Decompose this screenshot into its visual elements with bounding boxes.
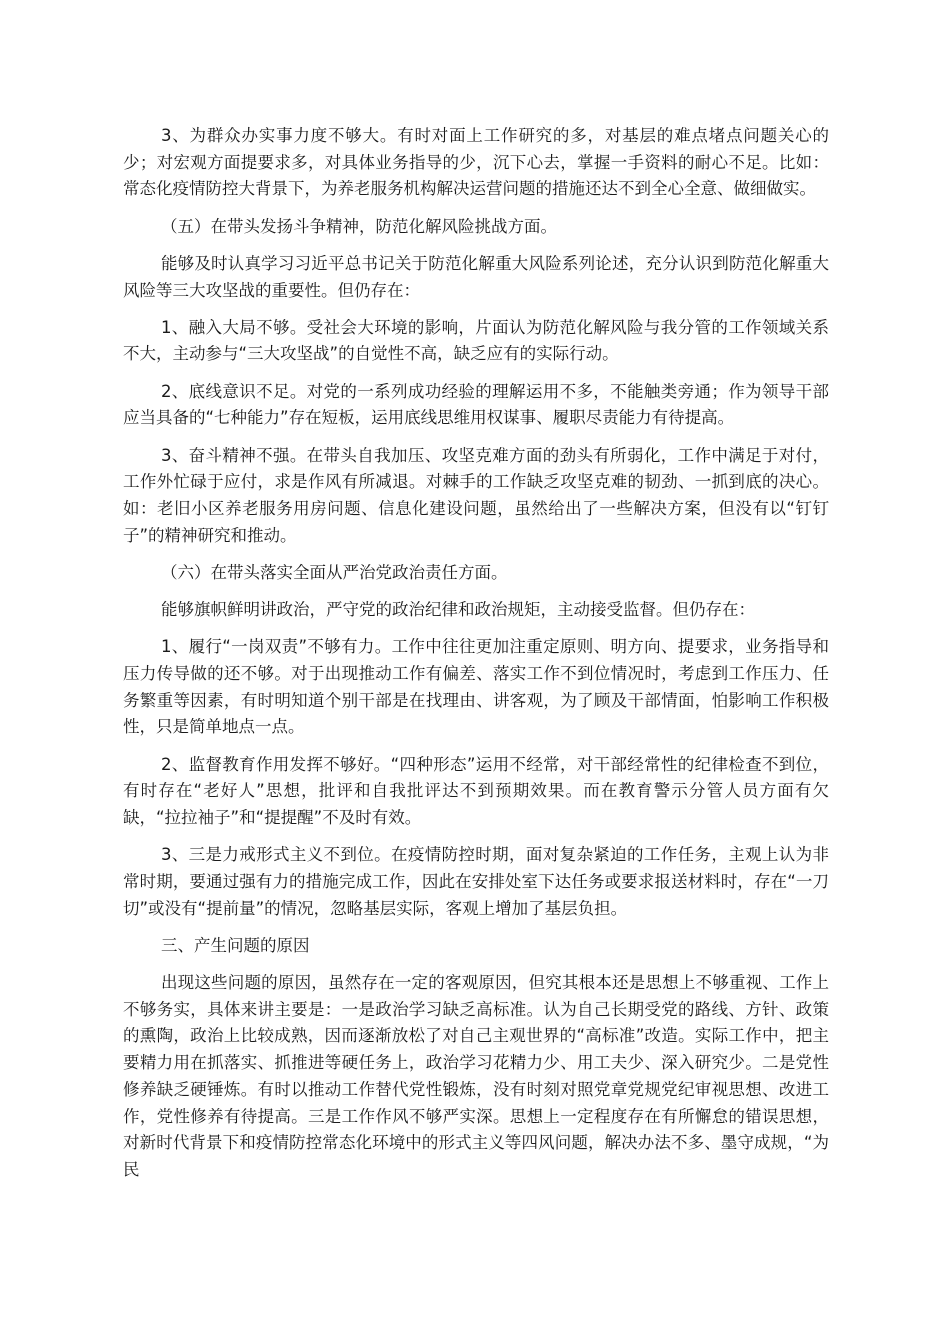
paragraph-item-2-supervision: 2、监督教育作用发挥不够好。“四种形态”运用不经常，对干部经常性的纪律检查不到位，有时存在“老好人”思想，批评和自我批评达不到预期效果。而在教育警示分管人员方面有欠缺，“拉拉袖子”和“提提醒”不及时有效。: [123, 754, 829, 827]
paragraph-causes: 出现这些问题的原因，虽然存在一定的客观原因，但究其根本还是思想上不够重视、工作上不够务实，具体来讲主要是：一是政治学习缺乏高标准。认为自己长期受党的路线、方针、政策的熏陶，政治上比较成熟，因而逐渐放松了对自己主观世界的“高标准”改造。实际工作中，把主要精力用在抓落实、抓推进等硬任务上，政治学习花精力少、用工夫少、深入研究少。二是党性修养缺乏硬锤炼。有时以推动工作替代党性锻炼，没有时刻对照党章党规党纪审视思想、改进工作，党性修养有待提高。三是工作作风不够严实深。思想上一定程度存在有所懈怠的错误思想，对新时代背景下和疫情防控常态化环境中的形式主义等四风问题，解决办法不多、墨守成规，“为民: [123, 972, 829, 1179]
section-heading-causes: 三、产生问题的原因: [160, 935, 310, 955]
document-body: [123, 123, 829, 1194]
paragraph-item-1-duty: 1、履行“一岗双责”不够有力。工作中往往更加注重定原则、明方向、提要求，业务指导和压力传导做的还不够。对于出现推动工作有偏差、落实工作不到位情况时，考虑到工作压力、任务繁重等因素，有时明知道个别干部是在找理由、讲客观，为了顾及干部情面，怕影响工作积极性，只是简单地点一点。: [123, 637, 829, 737]
paragraph-intro-5: 能够及时认真学习习近平总书记关于防范化解重大风险系列论述，充分认识到防范化解重大风险等三大攻坚战的重要性。但仍存在：: [123, 253, 829, 300]
paragraph-item-3-formalism: 3、三是力戒形式主义不到位。在疫情防控时期，面对复杂紧迫的工作任务，主观上认为非常时期，要通过强有力的措施完成工作，因此在安排处室下达任务或要求报送材料时，存在“一刀切”或没有“提前量”的情况，忽略基层实际，客观上增加了基层负担。: [123, 845, 829, 918]
paragraph-intro-6: 能够旗帜鲜明讲政治，严守党的政治纪律和政治规矩，主动接受监督。但仍存在：: [160, 600, 755, 620]
paragraph-item-2-bottomline: 2、底线意识不足。对党的一系列成功经验的理解运用不多，不能触类旁通；作为领导干部应当具备的“七种能力”存在短板，运用底线思维用权谋事、履职尽责能力有待提高。: [123, 381, 829, 428]
paragraph-item-3-service: 3、为群众办实事力度不够大。有时对面上工作研究的多，对基层的难点堵点问题关心的少；对宏观方面提要求多，对具体业务指导的少，沉下心去，掌握一手资料的耐心不足。比如：常态化疫情防控大背景下，为养老服务机构解决运营问题的措施还达不到全心全意、做细做实。: [123, 126, 829, 199]
paragraph-item-3-struggle: 3、奋斗精神不强。在带头自我加压、攻坚克难方面的劲头有所弱化，工作中满足于对付，工作外忙碌于应付，求是作风有所减退。对棘手的工作缺乏攻坚克难的韧劲、一抓到底的决心。如：老旧小区养老服务用房问题、信息化建设问题，虽然给出了一些解决方案，但没有以“钉钉子”的精神研究和推动。: [123, 445, 829, 545]
section-heading-6: （六）在带头落实全面从严治党政治责任方面。: [160, 562, 508, 582]
section-heading-5: （五）在带头发扬斗争精神，防范化解风险挑战方面。: [160, 216, 557, 236]
paragraph-item-1-overall: 1、融入大局不够。受社会大环境的影响，片面认为防范化解风险与我分管的工作领域关系不大，主动参与“三大攻坚战”的自觉性不高，缺乏应有的实际行动。: [123, 317, 829, 364]
